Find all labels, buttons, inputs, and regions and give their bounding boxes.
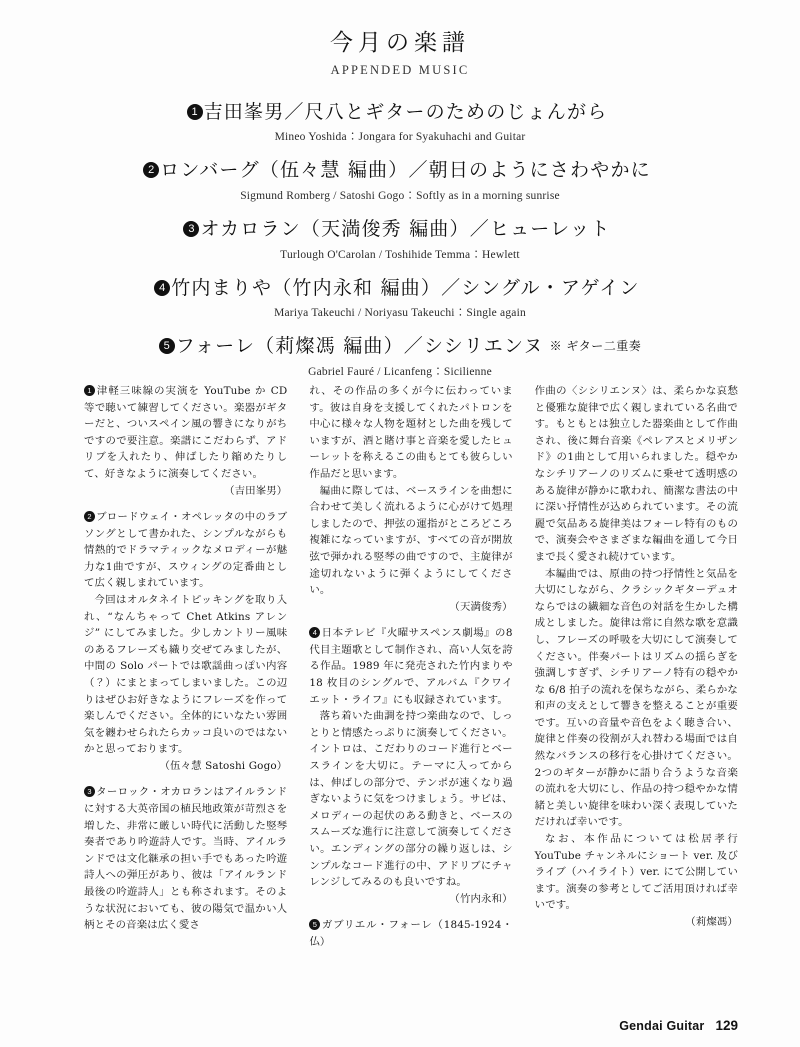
track-subtitle-romanized: Gabriel Fauré / Licanfeng：Sicilienne bbox=[308, 365, 492, 378]
section-number-badge: 3 bbox=[84, 786, 95, 797]
track-item bbox=[40, 100, 760, 145]
author-signature: （竹内永和） bbox=[449, 892, 513, 905]
paragraph: 落ち着いた曲調を持つ楽曲なので、しっとりと情感たっぷりに演奏してください。イントロは、こだわりのコード進行とベースラインを大切に。テーマに入ってからは、伸ばしの部分で、テンポが速くなり過ぎないように気をつけましょう。サビは、メロディーの起伏のある動きと、ベースのスムーズな進行に注意して演奏してください。エンディングの部分の繰り返しは、シンプルなコード進行の中、アドリブにチャレンジしてみるのも良いですね。 bbox=[309, 710, 513, 889]
article-column-2 bbox=[309, 383, 512, 1001]
track-subtitle-romanized: Mineo Yoshida：Jongara for Syakuhachi and Guitar bbox=[274, 131, 526, 144]
author-signature: （吉田峯男） bbox=[224, 484, 288, 497]
track-number-badge: 5 bbox=[159, 338, 175, 354]
track-number-badge: 3 bbox=[183, 221, 199, 237]
section-number-badge: 2 bbox=[84, 511, 95, 522]
track-item bbox=[40, 334, 760, 379]
track-title-line bbox=[40, 217, 760, 243]
paragraph: なお、本作品については松居孝行YouTube チャンネルにショート ver. 及びライブ（ハイライト）ver. にて公開しています。演奏の参考としてご活用頂ければ幸いです。 bbox=[534, 833, 738, 912]
paragraph bbox=[84, 784, 287, 933]
track-item bbox=[40, 158, 760, 203]
section-number-badge: 4 bbox=[309, 627, 320, 638]
track-number-badge: 1 bbox=[187, 104, 203, 120]
track-title-japanese: オカロラン（天満俊秀 編曲）／ヒューレット bbox=[200, 217, 611, 240]
track-title-line bbox=[40, 276, 760, 302]
appended-music-tracklist bbox=[0, 100, 800, 379]
masthead bbox=[0, 0, 800, 78]
paragraph bbox=[309, 917, 512, 950]
paragraph: 編曲に際しては、ベースラインを曲想に合わせて美しく流れるように心がけて処理しましたので、押弦の運指がところどころ複雑になっていますが、すべての音が開放弦で弾かれる竪琴の曲ですので、主旋律が途切れないように弾くようにしてください。 bbox=[309, 484, 513, 597]
paragraph bbox=[84, 383, 287, 483]
article-columns bbox=[84, 383, 738, 1001]
track-title-japanese: 竹内まりや（竹内永和 編曲）／シングル・アゲイン bbox=[171, 276, 640, 299]
track-title-line bbox=[40, 334, 760, 360]
track-number-badge: 4 bbox=[154, 280, 170, 296]
paragraph bbox=[309, 625, 512, 708]
magazine-brand: Gendai Guitar bbox=[619, 1019, 705, 1033]
track-subtitle-romanized: Turlough O'Carolan / Toshihide Temma：Hewlett bbox=[280, 248, 520, 261]
track-title-line bbox=[40, 100, 760, 126]
track-title-japanese: 吉田峯男／尺八とギターのためのじょんがら bbox=[203, 100, 608, 123]
track-title-japanese: ロンバーグ（伍々慧 編曲）／朝日のようにさわやかに bbox=[160, 159, 651, 182]
track-subtitle-romanized: Mariya Takeuchi / Noriyasu Takeuchi：Single again bbox=[274, 307, 526, 320]
page-title-english: APPENDED MUSIC bbox=[330, 62, 470, 77]
section-number-badge: 5 bbox=[309, 919, 320, 930]
paragraph-text: ブロードウェイ・オペレッタの中のラブソングとして書かれた、シンプルながらも情熱的でドラマティックなメロディーが魅力な1曲ですが、スウィングの定番曲として広く親しまれています。 bbox=[84, 511, 288, 590]
author-signature: （莉燦馮） bbox=[685, 916, 738, 928]
page-footer bbox=[619, 1018, 738, 1033]
track-title-japanese: フォーレ（莉燦馮 編曲）／シシリエンヌ bbox=[175, 335, 544, 358]
paragraph: 作曲の〈シシリエンヌ〉は、柔らかな哀愁と優雅な旋律で広く親しまれている名曲です。もともとは独立した器楽曲として作曲され、後に舞台音楽《ペレアスとメリザンド》の1曲として用いられました。穏やかなシチリアーノのリズムに乗せて透明感のある旋律が静かに歌われ、簡潔な書法の中に深い抒情性が込められています。その流麗で気品ある旋律美はフォーレ特有のもので、演奏会やさまざまな編曲を通して今日まで長く愛され続けています。 bbox=[534, 385, 738, 563]
page-number: 129 bbox=[715, 1018, 738, 1033]
paragraph-text: 津軽三味線の実演を YouTube か CD 等で聴いて練習してください。楽器がギターだと、ついスペイン風の響きになりがちですので要注意。楽譜にこだわらず、アドリブを入れたり、伸ばしたり縮めたりして、好きなように演奏してください。 bbox=[84, 385, 288, 480]
paragraph bbox=[84, 509, 287, 592]
paragraph-text: ガブリエル・フォーレ（1845-1924・仏） bbox=[309, 919, 513, 948]
track-number-badge: 2 bbox=[143, 162, 159, 178]
paragraph: 今回はオルタネイトピッキングを取り入れ、“なんちゃって Chet Atkins アレンジ” にしてみました。少しカントリー風味のあるフレーズも織り交ぜてみましたが、中間の Solo パートでは歌謡曲っぽい内容（？）にまとまってしまいました。この辺りはぜひお好きなようにフレーズを作って楽しんでください。全体的にいなたい雰囲気を纏わせられたらカッコ良いのではないかと思っております。 bbox=[84, 594, 288, 756]
article-column-3 bbox=[535, 383, 738, 1001]
paragraph-text: ターロック・オカロランはアイルランドに対する大英帝国の植民地政策が苛烈さを増した、非常に厳しい時代に活動した竪琴奏者であり吟遊詩人です。当時、アイルランドでは文化継承の担い手でもあった吟遊詩人への弾圧があり、彼は「アイルランド最後の吟遊詩人」とも称されます。そのような状況においても、彼の陽気で温かい人柄とその音楽は広く愛さ bbox=[84, 786, 288, 932]
paragraph: れ、その作品の多くが今に伝わっています。彼は自身を支援してくれたパトロンを中心に様々な人物を題材とした曲を残していますが、酒と賭け事と音楽を愛したヒューレットを称えるこの曲もとても彼らしい作品だと思います。 bbox=[309, 385, 513, 480]
track-title-line bbox=[40, 158, 760, 184]
paragraph: 本編曲では、原曲の持つ抒情性と気品を大切にしながら、クラシックギターデュオならではの繊細な音色の対話を生かした構成としました。旋律は常に自然な歌を意識し、フレーズの呼吸を大切にして演奏してください。伴奏パートはリズムの揺らぎを強調しすぎず、シチリアーノ特有の穏やかな 6/8 拍子の流れを保ちながら、柔らかな和声の支えとして響きを整えることが重要です。互いの音量や音色をよく聴き合い、旋律と伴奏の役割が入れ替わる場面では自然なバランスの移行を心掛けてください。2つのギターが静かに語り合うような音楽の流れを大切にし、作品の持つ穏やかな情緒と美しい旋律を味わい深く表現していただければ幸いです。 bbox=[534, 567, 738, 829]
page-title-japanese: 今月の楽譜 bbox=[330, 30, 470, 56]
article-column-1 bbox=[84, 383, 287, 1001]
author-signature: （伍々慧 Satoshi Gogo） bbox=[159, 759, 288, 772]
track-subtitle-romanized: Sigmund Romberg / Satoshi Gogo：Softly as in a morning sunrise bbox=[240, 189, 560, 202]
track-note: ※ ギター二重奏 bbox=[549, 339, 642, 354]
track-item bbox=[40, 276, 760, 321]
author-signature: （天満俊秀） bbox=[449, 600, 513, 613]
paragraph-text: 日本テレビ『火曜サスペンス劇場』の8代目主題歌として制作され、高い人気を誇る作品。1989 年に発売された竹内まりや 18 枚目のシングルで、アルバム『クワイエット・ライフ』にも収録されています。 bbox=[309, 627, 513, 706]
track-item bbox=[40, 217, 760, 262]
section-number-badge: 1 bbox=[84, 385, 95, 396]
